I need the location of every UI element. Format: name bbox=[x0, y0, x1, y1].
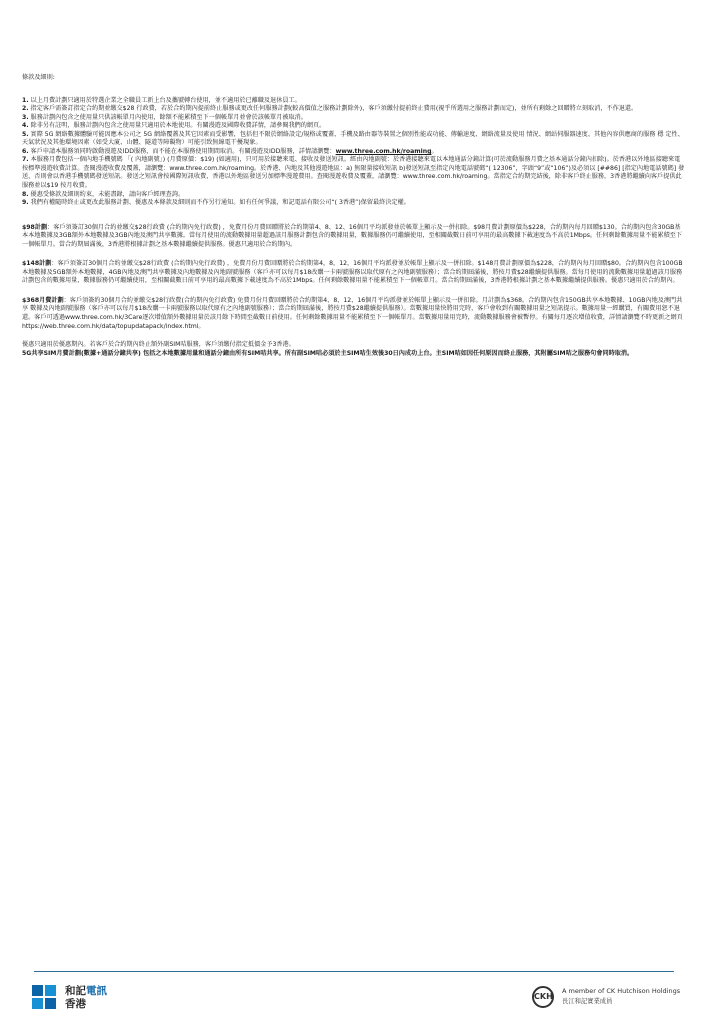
footer-divider bbox=[34, 971, 674, 972]
term-item bbox=[22, 199, 686, 208]
term-text: 除非另有註明，服務計劃內包含之使用量只適用於本地使用。有關漫遊及國際收費詳情，請參閱我們的網頁。 bbox=[28, 122, 326, 130]
term-item bbox=[22, 97, 686, 106]
ck-hutchison-member-logo bbox=[532, 984, 692, 1012]
terms-heading: 條款及細則: bbox=[22, 74, 55, 81]
term-text-after: 。 bbox=[431, 147, 438, 155]
term-item bbox=[22, 114, 686, 123]
closing-note-2: 5G共享SIM月費計劃(數據+通話分鐘共享) 包括之本地數據用量和通話分鐘由所有SIM咭共享。所有副SIM咭必須於主SIM咭生效後30日內成功上台。主SIM咭如因任何原因而終止服務，其附屬SIM咭之服務句會同時取消。 bbox=[22, 349, 634, 357]
plan-98 bbox=[22, 224, 686, 250]
term-number: 9. bbox=[22, 199, 29, 207]
brand-name-line1: 和記電訊 bbox=[65, 985, 107, 997]
term-number: 5. bbox=[22, 130, 29, 138]
plan-title: $148計劃 bbox=[22, 260, 52, 268]
term-text: 優惠受條款及細則約束，未能盡錄，請向客戶經理查詢。 bbox=[28, 190, 185, 198]
term-number: 7. bbox=[22, 156, 29, 164]
term-item bbox=[22, 105, 686, 114]
term-item bbox=[22, 122, 686, 131]
term-text: 我們有權隨時終止或更改此服務計劃、優惠及本條款及細則而不作另行通知。如有任何爭議，和記電話有限公司“( 3香港”)保留最終決定權。 bbox=[28, 199, 410, 207]
term-number: 8. bbox=[22, 190, 29, 198]
plan-368 bbox=[22, 297, 686, 331]
logo-squares-icon bbox=[32, 985, 56, 1009]
term-number: 1. bbox=[22, 96, 29, 104]
term-text: 客戶申請本服務須同時啟動漫遊及IDD服務，而不能在本服務使用期間取消。有關漫遊及IDD服務，詳情請瀏覽： bbox=[28, 147, 336, 155]
closing-note-1: 優惠只適用於優惠期內。若客戶於合約期內終止額外副SIM咭服務，客戶須繳付指定抵價金予3香港。 bbox=[22, 341, 295, 349]
term-item bbox=[22, 191, 686, 200]
term-item bbox=[22, 156, 686, 190]
plan-text: ：客戶須簽訂30個月合約並繳交$28行政費 (合約期內免行政費) ，免費月份月費回贈將於合約期第4、8、12、16個月平均派發並於帳單上顯示及一併扣除。$98月費計劃原價為$228，合約期內每月回贈$130。合約期內包含30GB基本本地數據及3GB額外本地數據及3GB內地及澳門共享數據。當每月使用的流動數據用量超過該月服務計劃包含的數據用量，數據服務仍可繼續使用，至相關截數日前可享用的最高數據下載速度為不高於1Mbps。任何剩餘數據用量不能累積至下一個帳單月。當合約期屆滿後，3香港將根據計劃之基本數據繼續提供服務。優惠只適用於合約期內。 bbox=[22, 223, 683, 248]
plan-title: $98計劃 bbox=[22, 223, 48, 231]
member-text-zh: 長江和記實業成員 bbox=[562, 998, 613, 1005]
term-number: 4. bbox=[22, 122, 29, 130]
hutchison-telecom-logo bbox=[32, 985, 152, 1015]
term-text: 本服務月費包括一個內地手機號碼 「( 內地副號」) (月費原價：$19) (如適用)，只可用於接聽來電、接收及發送短訊。經由內地副號：於香港接聽來電以本地通話分鐘計算(可於流動服務月費之基本通話分鐘內扣除)。於香港以外地區接聽來電按標準漫遊收費計算。查閱漫遊收費及覆蓋，請瀏覽：www.three.com.hk/roaming。於香港、內地及其他漫遊地區：a) 無限量接收短訊 b)發送短訊至指定內地電話號碼“( 12306”，字頭“9”或“106”)及必須以 [##86] [指定內地電話號碼] 發送，否則會以香港手機號碼發送短訊。發送之短訊會按國際短訊收費，香港以外地區發送另加標準漫遊費用。查閱漫遊收費及覆蓋，請瀏覽：www.three.com.hk/roaming。當指定合約期完結後，除非客戶終止服務，3香港將繼續向客戶提供此服務並以$19 按月收費。 bbox=[22, 156, 685, 190]
term-item bbox=[22, 131, 686, 148]
plan-text: ：客戶須簽訂30個月合約並繳交$28行政費 (合約期內免行政費) ，免費月份月費回贈將於合約期第4，8，12，16個月平均派發並於帳單上顯示及一併扣除。$148月費計劃原價為$228，合約期內每月回贈$80。合約期內包含100GB本地數據及5GB額外本地數據，4GB內地及澳門共享數據及內地數據及內地副號服務（客戶亦可以每月$18改購一卡兩號服務以取代原有之內地副號服務）；當合約期屆滿後，將按月費$28繼續提供服務。當每月使用的流動數據用量超過該月服務計劃包含的數據用量，數據服務仍可繼續使用，至相關截數日前可享用的最高數據下載速度為不高於1Mbps。任何剩餘數據用量不能累積至下一個帳單月。當合約期屆滿後，3香港將根據計劃之基本數據繼續提供服務。優惠只適用於合約期內。 bbox=[22, 260, 683, 285]
term-number: 2. bbox=[22, 105, 29, 113]
ckh-emblem-icon: CKH bbox=[532, 986, 554, 1008]
terms-content bbox=[22, 74, 686, 358]
plan-148 bbox=[22, 260, 686, 286]
term-text: 實際 5G 網絡數據體驗可能因應本公司之 5G 網絡覆蓋及其它因素而受影響，包括但不限於網絡設定/規格或覆蓋、手機及路由器等裝置之個別性能或功能、傳輸速度、網絡流量及使用 情況、網站伺服器速度、其他內容供應商的服務 穩 定性、天氣狀況及其他環境因素（如受大廈、山體、隧道等障礙物）可能引致無線電干擾現象。 bbox=[22, 130, 684, 147]
terms-list bbox=[22, 97, 686, 208]
brand-name-line2: 香港 bbox=[65, 998, 86, 1010]
plan-title: $368月費計劃 bbox=[22, 296, 64, 304]
member-text: A member of CK Hutchison Holdings bbox=[562, 987, 681, 995]
roaming-link[interactable]: www.three.com.hk/roaming bbox=[335, 147, 432, 155]
term-text: 指定客戶需簽訂指定合約期並繳交$28 行政費，若於合約期內提前終止服務或更改任何服務計劃(較高價值之服務計劃除外)，客戶須繳付提前終止費用(視乎所選用之服務計劃而定)，並所有剩餘之回贈將立刻取消，不作退還。 bbox=[28, 105, 638, 113]
term-number: 3. bbox=[22, 113, 29, 121]
term-number: 6. bbox=[22, 147, 29, 155]
plan-text: ：客戶須簽約30個月合約並繳交$28行政費(合約期內免行政費) 免費月份月費回贈將於合約期第4、8、12、16個月平均派發並於帳單上顯示及一併扣除。月計劃為$368。合約期內包含150GB共享本地數據、10GB內地及澳門共享 數據及內地副號服務（客戶亦可以每月$18改購一卡兩號服務以取代原有之內地副號服務）；當合約期屆滿後，將按月費$28繼續提供服務）。當數據用量快將用完時，客戶會收到有關數據用量之短訊提示。數據用量一經購買，有關費用恕不退還。客戶可透過www.three.com.hk/3Care逐次增值額外數據用量於該月餘下時間至截數日前使用。任何剩餘數據用量不能累積至下一個帳單月。當數據用量用完時，流動數據服務會被暫停。有關每月逐次增值收費，詳情請瀏覽不時更新之網頁https://web.three.com.hk/data/topupdatapack/index.html。 bbox=[22, 296, 683, 330]
term-text: 服務計劃內包含之使用量只供該帳單月內使用，餘額不能累積至下一個帳單月並會於該帳單月被取消。 bbox=[28, 113, 307, 121]
term-text: 以上月費計劃只適用於特選企業之全職員工新上台及攜號轉台使用，並不適用於已離職及退休員工。 bbox=[28, 96, 301, 104]
